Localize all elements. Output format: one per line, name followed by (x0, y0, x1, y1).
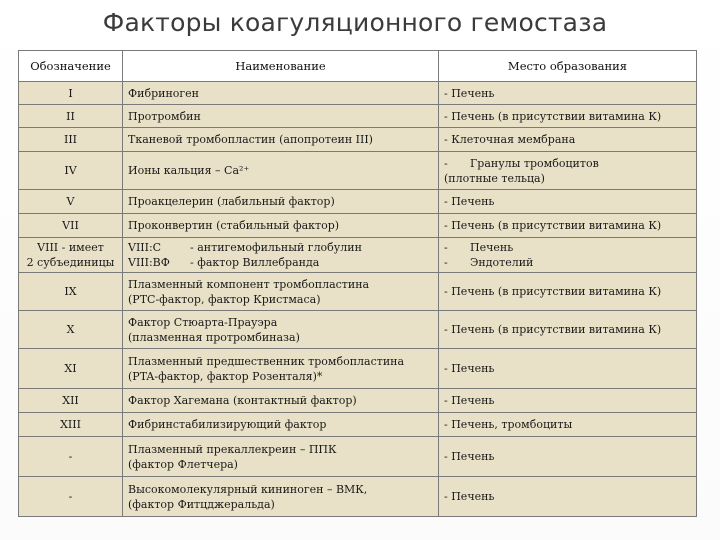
table-row-factor-7 (19, 214, 697, 238)
subunit-name-2: - фактор Виллебранда (190, 256, 320, 269)
factor-code: II (19, 105, 123, 128)
factor-place (439, 238, 697, 273)
subunit-code-2: VIII:ВФ (128, 256, 170, 269)
factor-name (123, 349, 439, 389)
table-row-factor-12 (19, 389, 697, 413)
place-line-1: Печень (470, 241, 514, 254)
factor-place: - Печень (в присутствии витамина К) (439, 311, 697, 349)
factor-code: - (19, 437, 123, 477)
factor-place: - Печень (в присутствии витамина К) (439, 273, 697, 311)
table-row-factor-4 (19, 152, 697, 190)
factor-name: Фактор Хагемана (контактный фактор) (123, 389, 439, 413)
factor-name (123, 238, 439, 273)
name-line-2: (фактор Фитцджеральда) (128, 497, 275, 511)
factor-name: Протромбин (123, 105, 439, 128)
factor-place: - Печень (439, 389, 697, 413)
place-line-2: Эндотелий (470, 256, 534, 269)
factor-code: XII (19, 389, 123, 413)
factor-place: - Печень (439, 437, 697, 477)
factor-place: - Печень (в присутствии витамина К) (439, 214, 697, 238)
factor-code: I (19, 82, 123, 105)
header-code: Обозначение (19, 51, 123, 82)
name-line-2: (фактор Флетчера) (128, 457, 238, 471)
subunit-code-1: VIII:C (128, 241, 162, 254)
subunit-name-1: - антигемофильный глобулин (190, 241, 362, 254)
table-row-factor-13 (19, 413, 697, 437)
header-place: Место образования (439, 51, 697, 82)
name-line-1: Фактор Стюарта-Прауэра (128, 315, 278, 329)
name-line-1: Плазменный предшественник тромбопластина (128, 354, 405, 368)
header-name: Наименование (123, 51, 439, 82)
code-line-2: 2 субъединицы (26, 256, 115, 269)
table-row-factor-9 (19, 273, 697, 311)
factor-place: - Клеточная мембрана (439, 128, 697, 152)
table-row-factor-1 (19, 82, 697, 105)
list-dash: - (444, 256, 448, 269)
place-line-2: (плотные тельца) (444, 171, 545, 185)
slide-title: Факторы коагуляционного гемостаза (102, 8, 608, 37)
factor-name: Проконвертин (стабильный фактор) (123, 214, 439, 238)
name-line-1: Плазменный компонент тромбопластина (128, 277, 370, 291)
factor-code: V (19, 190, 123, 214)
table-row-factor-2 (19, 105, 697, 128)
factor-name (123, 311, 439, 349)
factor-code: IV (19, 152, 123, 190)
place-line-1: Гранулы тромбоцитов (470, 156, 599, 170)
factor-name (123, 477, 439, 517)
factor-name: Фибринстабилизирующий фактор (123, 413, 439, 437)
factor-code (19, 238, 123, 273)
name-line-2: (плазменная протромбиназа) (128, 330, 300, 344)
code-line-1: VIII - имеет (37, 241, 104, 254)
factor-place: - Печень (в присутствии витамина К) (439, 105, 697, 128)
coagulation-factors-table (18, 50, 697, 517)
factor-code: III (19, 128, 123, 152)
factor-name: Тканевой тромбопластин (апопротеин III) (123, 128, 439, 152)
name-line-1: Высокомолекулярный кининоген – ВМК, (128, 482, 368, 496)
factor-name (123, 273, 439, 311)
factor-code: XIII (19, 413, 123, 437)
factor-code: IX (19, 273, 123, 311)
factor-place (439, 152, 697, 190)
factor-code: - (19, 477, 123, 517)
list-dash: - (444, 156, 448, 170)
factor-place: - Печень (439, 190, 697, 214)
name-line-2: (PTC-фактор, фактор Кристмаса) (128, 292, 321, 306)
factor-code: VII (19, 214, 123, 238)
list-dash: - (444, 241, 448, 254)
factor-name: Проакцелерин (лабильный фактор) (123, 190, 439, 214)
factor-code: X (19, 311, 123, 349)
table-row-factor-5 (19, 190, 697, 214)
factor-place: - Печень (439, 477, 697, 517)
table-row-kininogen (19, 477, 697, 517)
factor-place: - Печень (439, 82, 697, 105)
table-header-row (19, 51, 697, 82)
table-row-prekallikrein (19, 437, 697, 477)
factor-name: Ионы кальция – Ca²⁺ (123, 152, 439, 190)
factor-place: - Печень, тромбоциты (439, 413, 697, 437)
factor-name: Фибриноген (123, 82, 439, 105)
table-row-factor-11 (19, 349, 697, 389)
table-row-factor-3 (19, 128, 697, 152)
factor-name (123, 437, 439, 477)
table-row-factor-10 (19, 311, 697, 349)
name-line-1: Плазменный прекаллекреин – ППК (128, 442, 337, 456)
factor-place: - Печень (439, 349, 697, 389)
table-row-factor-8 (19, 238, 697, 273)
factor-code: XI (19, 349, 123, 389)
name-line-2: (PTA-фактор, фактор Розенталя)* (128, 369, 323, 383)
